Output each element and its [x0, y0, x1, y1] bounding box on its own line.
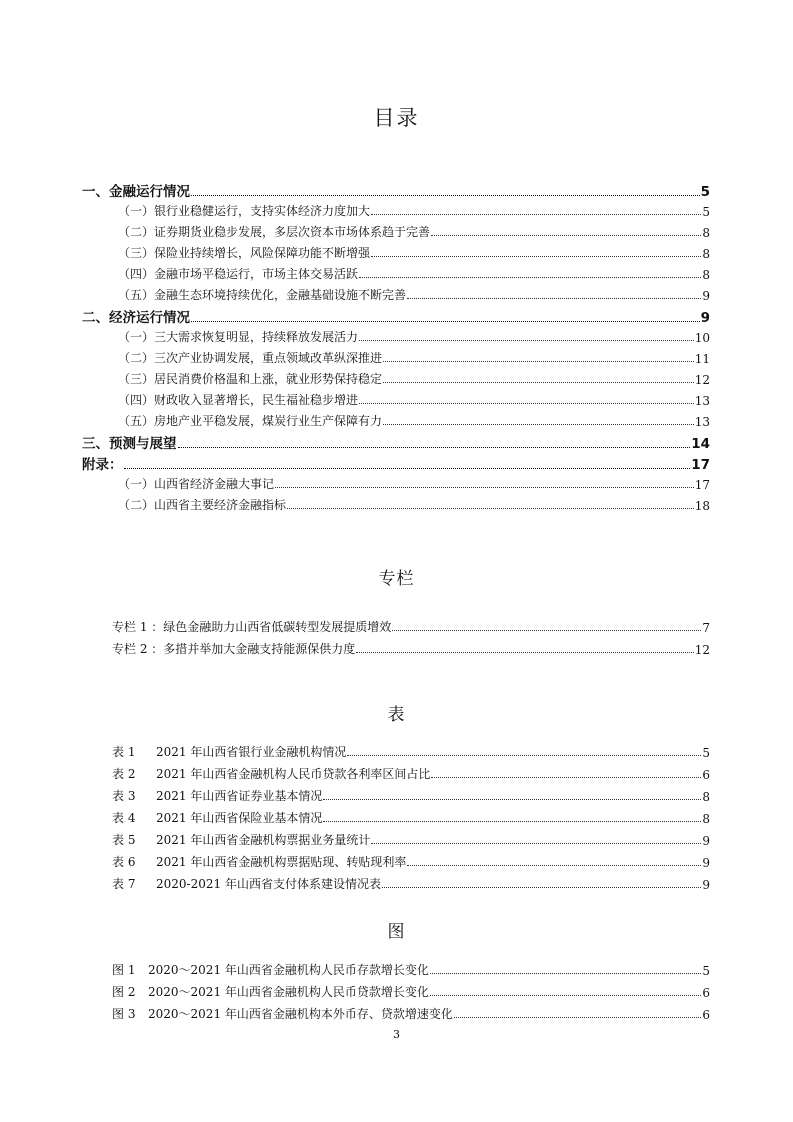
toc-page-number: 9: [702, 289, 710, 303]
toc-item-label: （五）金融生态环境持续优化，金融基础设施不断完善: [118, 288, 407, 302]
figures-heading: 图: [387, 922, 406, 942]
toc-page-number: 8: [702, 226, 710, 240]
dot-leader: [178, 446, 691, 448]
toc-item-label: （四）财政收入显著增长，民生福祉稳步增进: [118, 393, 359, 407]
table-title: 2021 年山西省金融机构票据贴现、转贴现利率: [156, 855, 407, 869]
toc-section-1[interactable]: [82, 180, 710, 200]
toc-item-label: （一）山西省经济金融大事记: [118, 477, 275, 491]
table-page-number: 5: [702, 746, 710, 760]
dot-leader: [383, 423, 694, 425]
toc-item-label: （一）三大需求恢复明显，持续释放发展活力: [118, 330, 359, 344]
toc-item[interactable]: [118, 286, 710, 303]
figure-list-item[interactable]: [112, 961, 710, 978]
toc-page-number: 8: [702, 247, 710, 261]
toc-item[interactable]: [118, 223, 710, 240]
dot-leader: [356, 651, 693, 653]
dot-leader: [454, 1016, 701, 1018]
toc-title: 目录: [373, 106, 420, 130]
toc-page-number: 13: [694, 394, 710, 408]
figure-page-number: 6: [702, 1008, 710, 1022]
figure-number: 图 3: [112, 1007, 136, 1021]
column-item[interactable]: [112, 640, 710, 657]
table-number: 表 5: [112, 833, 136, 847]
table-title: 2020-2021 年山西省支付体系建设情况表: [156, 877, 381, 891]
toc-section-appendix[interactable]: [82, 453, 710, 473]
toc-item[interactable]: [118, 412, 710, 429]
dot-leader: [124, 467, 691, 469]
toc-item-label: （二）山西省主要经济金融指标: [118, 498, 287, 512]
table-title: 2021 年山西省证券业基本情况: [156, 789, 323, 803]
table-number: 表 4: [112, 811, 136, 825]
toc-section-label: 一、金融运行情况: [82, 184, 190, 200]
toc-page-number: 17: [694, 478, 710, 492]
toc-item-label: （一）银行业稳健运行，支持实体经济力度加大: [118, 204, 371, 218]
dot-leader: [430, 972, 701, 974]
toc-page-number: 17: [691, 457, 710, 473]
table-number: 表 2: [112, 767, 136, 781]
toc-page-number: 13: [694, 415, 710, 429]
dot-leader: [407, 297, 701, 299]
toc-item-label: （二）三次产业协调发展，重点领域改革纵深推进: [118, 351, 383, 365]
table-list-item[interactable]: [112, 875, 710, 892]
column-item-label: 专栏 2 ：多措并举加大金融支持能源保供力度: [112, 642, 356, 656]
toc-page-number: 10: [694, 331, 710, 345]
dot-leader: [287, 507, 694, 509]
table-list-item[interactable]: [112, 743, 710, 760]
dot-leader: [371, 842, 701, 844]
dot-leader: [275, 486, 694, 488]
dot-leader: [383, 381, 694, 383]
toc-page-number: 11: [694, 352, 710, 366]
table-page-number: 8: [702, 812, 710, 826]
column-page-number: 7: [702, 621, 710, 635]
dot-leader: [431, 776, 701, 778]
dot-leader: [359, 276, 701, 278]
toc-item[interactable]: [118, 391, 710, 408]
dot-leader: [371, 213, 701, 215]
dot-leader: [359, 339, 694, 341]
table-page-number: 9: [702, 834, 710, 848]
figure-number: 图 1: [112, 963, 136, 977]
column-item-label: 专栏 1 ：绿色金融助力山西省低碳转型发展提质增效: [112, 620, 392, 634]
toc-page-number: 9: [700, 310, 710, 326]
toc-section-label: 二、经济运行情况: [82, 310, 190, 326]
toc-item-label: （三）居民消费价格温和上涨，就业形势保持稳定: [118, 372, 383, 386]
toc-page-number: 12: [694, 373, 710, 387]
table-number: 表 6: [112, 855, 136, 869]
toc-item-label: （三）保险业持续增长，风险保障功能不断增强: [118, 246, 371, 260]
toc-section-label: 三、预测与展望: [82, 436, 177, 452]
toc-item[interactable]: [118, 202, 710, 219]
dot-leader: [392, 629, 701, 631]
toc-item[interactable]: [118, 244, 710, 261]
table-title: 2021 年山西省银行业金融机构情况: [156, 745, 347, 759]
toc-section-3[interactable]: [82, 432, 710, 452]
toc-page-number: 5: [700, 184, 710, 200]
dot-leader: [359, 402, 694, 404]
toc-item-label: （二）证券期货业稳步发展，多层次资本市场体系趋于完善: [118, 225, 431, 239]
dot-leader: [323, 798, 701, 800]
column-item[interactable]: [112, 618, 710, 635]
dot-leader: [382, 886, 701, 888]
dot-leader: [191, 194, 700, 196]
table-number: 表 7: [112, 877, 136, 891]
toc-item-label: （五）房地产业平稳发展，煤炭行业生产保障有力: [118, 414, 383, 428]
figure-title: 2020～2021 年山西省金融机构本外币存、贷款增速变化: [148, 1007, 453, 1021]
table-list-item[interactable]: [112, 853, 710, 870]
table-number: 表 1: [112, 745, 136, 759]
toc-section-2[interactable]: [82, 306, 710, 326]
tables-heading: 表: [387, 705, 406, 725]
toc-page-number: 8: [702, 268, 710, 282]
figure-number: 图 2: [112, 985, 136, 999]
table-list-item[interactable]: [112, 831, 710, 848]
figure-title: 2020～2021 年山西省金融机构人民币贷款增长变化: [148, 985, 429, 999]
toc-item[interactable]: [118, 265, 710, 282]
dot-leader: [371, 255, 701, 257]
table-page-number: 8: [702, 790, 710, 804]
toc-item[interactable]: [118, 496, 710, 513]
dot-leader: [323, 820, 701, 822]
toc-item[interactable]: [118, 328, 710, 345]
toc-page-number: 14: [691, 436, 710, 452]
toc-item[interactable]: [118, 349, 710, 366]
figure-list-item[interactable]: [112, 1005, 710, 1022]
table-title: 2021 年山西省金融机构人民币贷款各利率区间占比: [156, 767, 431, 781]
table-title: 2021 年山西省金融机构票据业务量统计: [156, 833, 371, 847]
toc-page-number: 5: [702, 205, 710, 219]
table-page-number: 6: [702, 768, 710, 782]
figure-list-item[interactable]: [112, 983, 710, 1000]
toc-item-label: （四）金融市场平稳运行，市场主体交易活跃: [118, 267, 359, 281]
dot-leader: [407, 864, 701, 866]
figure-page-number: 6: [702, 986, 710, 1000]
table-list-item[interactable]: [112, 765, 710, 782]
figure-title: 2020～2021 年山西省金融机构人民币存款增长变化: [148, 963, 429, 977]
dot-leader: [430, 994, 701, 996]
table-list-item[interactable]: [112, 809, 710, 826]
columns-heading: 专栏: [378, 569, 415, 589]
dot-leader: [431, 234, 701, 236]
table-number: 表 3: [112, 789, 136, 803]
page-number: 3: [393, 1028, 400, 1041]
table-page-number: 9: [702, 856, 710, 870]
table-title: 2021 年山西省保险业基本情况: [156, 811, 323, 825]
column-page-number: 12: [694, 643, 710, 657]
toc-page-number: 18: [694, 499, 710, 513]
toc-section-label: 附录：: [82, 457, 123, 473]
toc-item[interactable]: [118, 370, 710, 387]
figure-page-number: 5: [702, 964, 710, 978]
dot-leader: [383, 360, 694, 362]
table-list-item[interactable]: [112, 787, 710, 804]
toc-item[interactable]: [118, 475, 710, 492]
dot-leader: [347, 754, 701, 756]
dot-leader: [191, 320, 700, 322]
table-page-number: 9: [702, 878, 710, 892]
